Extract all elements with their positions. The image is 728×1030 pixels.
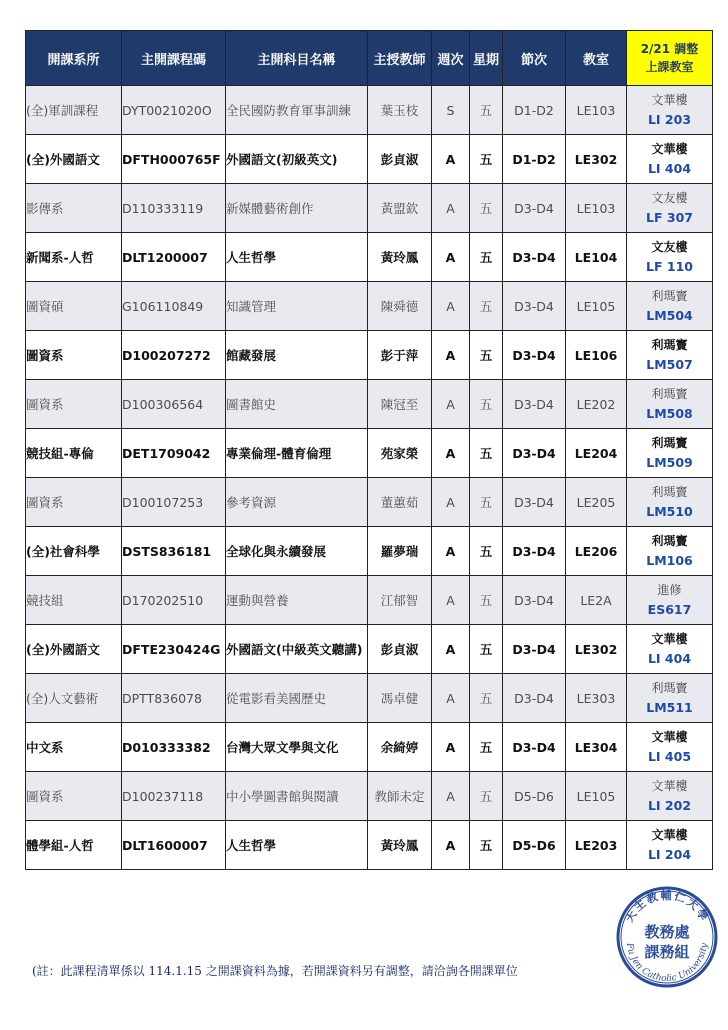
cell-period: D3-D4 — [503, 674, 566, 723]
cell-course-code: D100107253 — [122, 478, 226, 527]
cell-course-name: 從電影看美國歷史 — [226, 674, 368, 723]
cell-course-code: D010333382 — [122, 723, 226, 772]
new-room-building: 利瑪竇 — [651, 485, 688, 499]
cell-day: 五 — [470, 723, 503, 772]
new-room-number: LI 404 — [647, 651, 692, 666]
cell-dept: 新聞系-人哲 — [26, 233, 122, 282]
cell-day: 五 — [470, 233, 503, 282]
cell-period: D3-D4 — [503, 527, 566, 576]
new-room-building: 文華樓 — [651, 632, 688, 646]
cell-dept: 圖資系 — [26, 331, 122, 380]
cell-new-room — [627, 772, 713, 821]
cell-course-code: DFTE230424G — [122, 625, 226, 674]
cell-dept: 競技組-專倫 — [26, 429, 122, 478]
cell-dept: 圖資系 — [26, 478, 122, 527]
cell-room: LE203 — [566, 821, 627, 870]
cell-room: LE302 — [566, 135, 627, 184]
cell-new-room — [627, 331, 713, 380]
cell-course-name: 外國語文(中級英文聽講) — [226, 625, 368, 674]
cell-course-name: 中小學圖書館與閱讀 — [226, 772, 368, 821]
cell-dept: 圖資系 — [26, 380, 122, 429]
cell-teacher: 彭于萍 — [368, 331, 432, 380]
cell-teacher: 余綺婷 — [368, 723, 432, 772]
new-room-header-date: 2/21 調整 — [640, 42, 699, 56]
cell-room: LE204 — [566, 429, 627, 478]
new-room-number: LI 404 — [647, 161, 692, 176]
cell-dept: 圖資系 — [26, 772, 122, 821]
new-room-building: 利瑪竇 — [651, 681, 688, 695]
cell-week: A — [432, 135, 470, 184]
footnote: (註：此課程清單係以 114.1.15 之開課資料為據，若開課資料另有調整，請洽詢各開課單位 — [32, 964, 518, 978]
cell-dept: 體學組-人哲 — [26, 821, 122, 870]
cell-room: LE2A — [566, 576, 627, 625]
cell-teacher: 黃玲鳳 — [368, 821, 432, 870]
col-header-week: 週次 — [432, 31, 470, 86]
new-room-number: LM509 — [646, 455, 693, 470]
new-room-number: LM106 — [646, 553, 693, 568]
col-header-code: 主開課程碼 — [122, 31, 226, 86]
cell-new-room — [627, 674, 713, 723]
cell-course-name: 外國語文(初級英文) — [226, 135, 368, 184]
cell-period: D3-D4 — [503, 233, 566, 282]
new-room-number: LI 203 — [647, 112, 692, 127]
cell-course-code: DLT1600007 — [122, 821, 226, 870]
cell-day: 五 — [470, 380, 503, 429]
cell-course-code: DPTT836078 — [122, 674, 226, 723]
seal-top-text: 天主教輔仁大學 — [622, 889, 712, 925]
schedule-table-container — [25, 30, 712, 870]
cell-course-code: D100207272 — [122, 331, 226, 380]
col-header-period: 節次 — [503, 31, 566, 86]
cell-dept: (全)軍訓課程 — [26, 86, 122, 135]
seal-bottom-text: Fu Jen Catholic University — [623, 942, 710, 985]
cell-course-code: DLT1200007 — [122, 233, 226, 282]
cell-room: LE103 — [566, 184, 627, 233]
cell-room: LE303 — [566, 674, 627, 723]
cell-room: LE304 — [566, 723, 627, 772]
cell-room: LE205 — [566, 478, 627, 527]
cell-course-code: D100306564 — [122, 380, 226, 429]
cell-teacher: 江郁智 — [368, 576, 432, 625]
cell-room: LE206 — [566, 527, 627, 576]
cell-week: A — [432, 625, 470, 674]
new-room-number: LM507 — [646, 357, 693, 372]
cell-course-name: 全球化與永續發展 — [226, 527, 368, 576]
cell-teacher: 彭貞淑 — [368, 625, 432, 674]
table-row — [26, 576, 713, 625]
new-room-number: LM511 — [646, 700, 693, 715]
cell-course-code: DSTS836181 — [122, 527, 226, 576]
table-row — [26, 282, 713, 331]
new-room-number: LF 307 — [646, 210, 693, 225]
cell-dept: (全)社會科學 — [26, 527, 122, 576]
cell-new-room — [627, 429, 713, 478]
cell-teacher: 陳冠至 — [368, 380, 432, 429]
col-header-room: 教室 — [566, 31, 627, 86]
cell-teacher: 羅夢瑞 — [368, 527, 432, 576]
table-row — [26, 772, 713, 821]
cell-period: D3-D4 — [503, 625, 566, 674]
cell-new-room — [627, 380, 713, 429]
cell-new-room — [627, 184, 713, 233]
cell-course-code: D110333119 — [122, 184, 226, 233]
table-row — [26, 331, 713, 380]
cell-new-room — [627, 576, 713, 625]
cell-course-code: D170202510 — [122, 576, 226, 625]
cell-period: D3-D4 — [503, 576, 566, 625]
cell-course-name: 運動與營養 — [226, 576, 368, 625]
cell-course-name: 人生哲學 — [226, 233, 368, 282]
cell-day: 五 — [470, 821, 503, 870]
new-room-building: 利瑪竇 — [651, 289, 688, 303]
table-header-row — [26, 31, 713, 86]
col-header-teacher: 主授教師 — [368, 31, 432, 86]
cell-teacher: 黃玲鳳 — [368, 233, 432, 282]
cell-course-name: 人生哲學 — [226, 821, 368, 870]
cell-period: D1-D2 — [503, 135, 566, 184]
cell-teacher: 葉玉枝 — [368, 86, 432, 135]
cell-day: 五 — [470, 772, 503, 821]
new-room-building: 文華樓 — [651, 142, 688, 156]
cell-new-room — [627, 86, 713, 135]
cell-dept: (全)外國語文 — [26, 135, 122, 184]
cell-teacher: 馮卓健 — [368, 674, 432, 723]
cell-day: 五 — [470, 282, 503, 331]
table-row — [26, 184, 713, 233]
cell-dept: 競技組 — [26, 576, 122, 625]
cell-teacher: 彭貞淑 — [368, 135, 432, 184]
new-room-number: LM508 — [646, 406, 693, 421]
cell-day: 五 — [470, 184, 503, 233]
col-header-dept: 開課系所 — [26, 31, 122, 86]
new-room-building: 利瑪竇 — [651, 436, 688, 450]
cell-week: A — [432, 821, 470, 870]
cell-week: A — [432, 184, 470, 233]
new-room-header-label: 上課教室 — [645, 60, 694, 74]
new-room-building: 文華樓 — [651, 779, 688, 793]
cell-week: A — [432, 527, 470, 576]
cell-day: 五 — [470, 478, 503, 527]
table-row — [26, 821, 713, 870]
cell-room: LE103 — [566, 86, 627, 135]
cell-new-room — [627, 282, 713, 331]
cell-period: D3-D4 — [503, 331, 566, 380]
cell-room: LE106 — [566, 331, 627, 380]
cell-course-name: 圖書館史 — [226, 380, 368, 429]
room-change-table — [25, 30, 713, 870]
new-room-building: 文華樓 — [651, 730, 688, 744]
cell-room: LE105 — [566, 772, 627, 821]
cell-week: A — [432, 576, 470, 625]
table-row — [26, 86, 713, 135]
cell-period: D3-D4 — [503, 184, 566, 233]
cell-course-name: 專業倫理-體育倫理 — [226, 429, 368, 478]
seal-line1: 教務處 — [644, 923, 690, 941]
table-row — [26, 380, 713, 429]
cell-dept: (全)外國語文 — [26, 625, 122, 674]
cell-course-code: DET1709042 — [122, 429, 226, 478]
new-room-number: ES617 — [647, 602, 692, 617]
new-room-number: LM504 — [646, 308, 693, 323]
svg-text:天主教輔仁大學 — [623, 888, 713, 925]
table-row — [26, 429, 713, 478]
cell-day: 五 — [470, 674, 503, 723]
cell-week: A — [432, 723, 470, 772]
cell-period: D3-D4 — [503, 723, 566, 772]
cell-course-code: DYT0021020O — [122, 86, 226, 135]
col-header-day: 星期 — [470, 31, 503, 86]
cell-day: 五 — [470, 429, 503, 478]
new-room-number: LF 110 — [646, 259, 693, 274]
cell-course-name: 新媒體藝術創作 — [226, 184, 368, 233]
new-room-building: 進修 — [657, 583, 682, 597]
cell-week: A — [432, 282, 470, 331]
new-room-building: 利瑪竇 — [651, 338, 688, 352]
cell-course-name: 台灣大眾文學與文化 — [226, 723, 368, 772]
cell-new-room — [627, 625, 713, 674]
cell-period: D1-D2 — [503, 86, 566, 135]
table-row — [26, 478, 713, 527]
cell-room: LE105 — [566, 282, 627, 331]
table-row — [26, 723, 713, 772]
col-header-course-name: 主開科目名稱 — [226, 31, 368, 86]
new-room-number: LM510 — [646, 504, 693, 519]
cell-week: A — [432, 233, 470, 282]
cell-period: D3-D4 — [503, 429, 566, 478]
table-row — [26, 527, 713, 576]
cell-week: A — [432, 331, 470, 380]
table-row — [26, 135, 713, 184]
table-row — [26, 625, 713, 674]
cell-period: D3-D4 — [503, 282, 566, 331]
cell-teacher: 黃盟欽 — [368, 184, 432, 233]
col-header-new-room — [627, 31, 713, 86]
cell-room: LE202 — [566, 380, 627, 429]
new-room-number: LI 204 — [647, 847, 692, 862]
cell-course-code: D100237118 — [122, 772, 226, 821]
cell-new-room — [627, 723, 713, 772]
new-room-building: 利瑪竇 — [651, 534, 688, 548]
cell-period: D5-D6 — [503, 772, 566, 821]
office-seal — [615, 885, 719, 989]
cell-course-name: 館藏發展 — [226, 331, 368, 380]
new-room-building: 文華樓 — [651, 828, 688, 842]
cell-day: 五 — [470, 135, 503, 184]
cell-dept: 中文系 — [26, 723, 122, 772]
table-row — [26, 674, 713, 723]
new-room-number: LI 405 — [647, 749, 692, 764]
cell-day: 五 — [470, 331, 503, 380]
new-room-number: LI 202 — [647, 798, 692, 813]
cell-course-name: 知識管理 — [226, 282, 368, 331]
cell-week: A — [432, 429, 470, 478]
cell-period: D5-D6 — [503, 821, 566, 870]
cell-course-name: 參考資源 — [226, 478, 368, 527]
cell-day: 五 — [470, 527, 503, 576]
seal-line2: 課務組 — [644, 943, 690, 961]
new-room-building: 文華樓 — [651, 93, 688, 107]
cell-course-name: 全民國防教育軍事訓練 — [226, 86, 368, 135]
cell-new-room — [627, 821, 713, 870]
cell-teacher: 陳舜德 — [368, 282, 432, 331]
cell-new-room — [627, 478, 713, 527]
cell-week: A — [432, 674, 470, 723]
cell-period: D3-D4 — [503, 478, 566, 527]
cell-dept: (全)人文藝術 — [26, 674, 122, 723]
cell-teacher: 董蕙茹 — [368, 478, 432, 527]
cell-week: A — [432, 380, 470, 429]
table-row — [26, 233, 713, 282]
cell-day: 五 — [470, 86, 503, 135]
cell-day: 五 — [470, 625, 503, 674]
cell-dept: 影傳系 — [26, 184, 122, 233]
cell-course-code: DFTH000765F — [122, 135, 226, 184]
cell-course-code: G106110849 — [122, 282, 226, 331]
cell-week: S — [432, 86, 470, 135]
cell-teacher: 教師未定 — [368, 772, 432, 821]
cell-new-room — [627, 527, 713, 576]
cell-period: D3-D4 — [503, 380, 566, 429]
cell-week: A — [432, 478, 470, 527]
cell-new-room — [627, 233, 713, 282]
cell-week: A — [432, 772, 470, 821]
cell-room: LE302 — [566, 625, 627, 674]
cell-new-room — [627, 135, 713, 184]
new-room-building: 文友樓 — [651, 240, 688, 254]
new-room-building: 利瑪竇 — [651, 387, 688, 401]
cell-teacher: 苑家榮 — [368, 429, 432, 478]
new-room-building: 文友樓 — [651, 191, 688, 205]
cell-day: 五 — [470, 576, 503, 625]
cell-room: LE104 — [566, 233, 627, 282]
cell-dept: 圖資碩 — [26, 282, 122, 331]
